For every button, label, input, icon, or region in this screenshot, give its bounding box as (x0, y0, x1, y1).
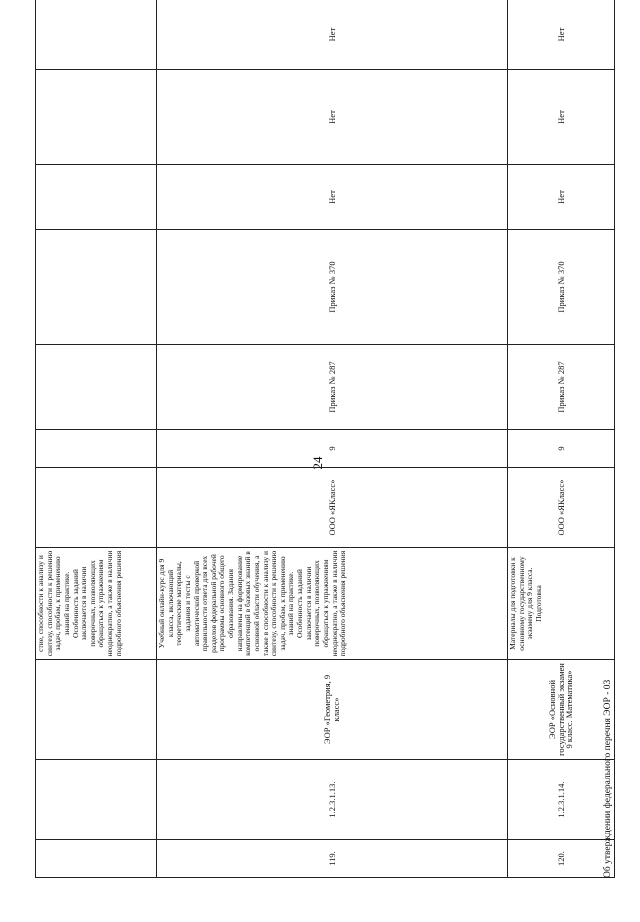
cell-grade (36, 430, 157, 468)
cell-col-a: Нет (157, 165, 508, 230)
cell-col-a (36, 165, 157, 230)
cell-order-1: Приказ № 287 (157, 345, 508, 430)
cell-col-b (36, 70, 157, 165)
cell-order-2: Приказ № 370 (508, 230, 615, 345)
cell-developer: ООО «ЯКласс» (508, 468, 615, 548)
cell-order-2: Приказ № 370 (157, 230, 508, 345)
table-row (157, 0, 508, 878)
cell-description: Материалы для подготовки к основному государственному экзамену для 9 класса. Подготовка (508, 548, 615, 660)
cell-grade: 9 (508, 430, 615, 468)
cell-col-a: Нет (508, 165, 615, 230)
cell-order-2 (36, 230, 157, 345)
cell-name: ЭОР «Основной государственный экзамен 9 класс. Математика» (508, 660, 615, 760)
cell-col-c (36, 0, 157, 70)
table-row (508, 0, 615, 878)
cell-code: 1.2.3.1.14. (508, 760, 615, 840)
cell-code (36, 760, 157, 840)
cell-developer (36, 468, 157, 548)
cell-col-c: Нет (508, 0, 615, 70)
table-row-continuation (36, 0, 157, 878)
eor-table (35, 0, 615, 878)
cell-col-b: Нет (157, 70, 508, 165)
cell-col-b: Нет (508, 70, 615, 165)
cell-order-1 (36, 345, 157, 430)
cell-description: Учебный онлайн-курс для 9 класса, включающий теоретические материалы, задания и тесты с автоматической проверкой правильности ответа для всех разделов федеральной рабочей программы основного общего образования. Задания направлены на формирование компетенций в базовых знаний в основной области обучения, а также в способности к анализу и синтезу, способности к решению задач, пробам, к применению знаний на практике. Особенность заданий заключается в наличии поверочных, позволяющих обращаться к упражнениям неоднократно, а также в наличии подробного объяснения решения (157, 548, 508, 660)
cell-num (36, 840, 157, 878)
document-table-sheet (35, 27, 605, 878)
cell-developer: ООО «ЯКласс» (157, 468, 508, 548)
cell-col-c: Нет (157, 0, 508, 70)
cell-grade: 9 (157, 430, 508, 468)
cell-num: 120. (508, 840, 615, 878)
cell-code: 1.2.3.1.13. (157, 760, 508, 840)
cell-name: ЭОР «Геометрия, 9 класс» (157, 660, 508, 760)
page-number: 24 (310, 456, 325, 470)
cell-num: 119. (157, 840, 508, 878)
document-footer: Об утверждении федерального перечня ЭОР - 03 (603, 679, 613, 878)
cell-order-1: Приказ № 287 (508, 345, 615, 430)
cell-name (36, 660, 157, 760)
cell-description: стие, способности к анализу и синтезу, способности к решению задач, пробам, к применению знаний на практике. Особенность заданий заключается в наличии поверочных, позволяющих обращаться к упражнениям неоднократно, а также в наличии подробного объяснения решения (36, 548, 157, 660)
